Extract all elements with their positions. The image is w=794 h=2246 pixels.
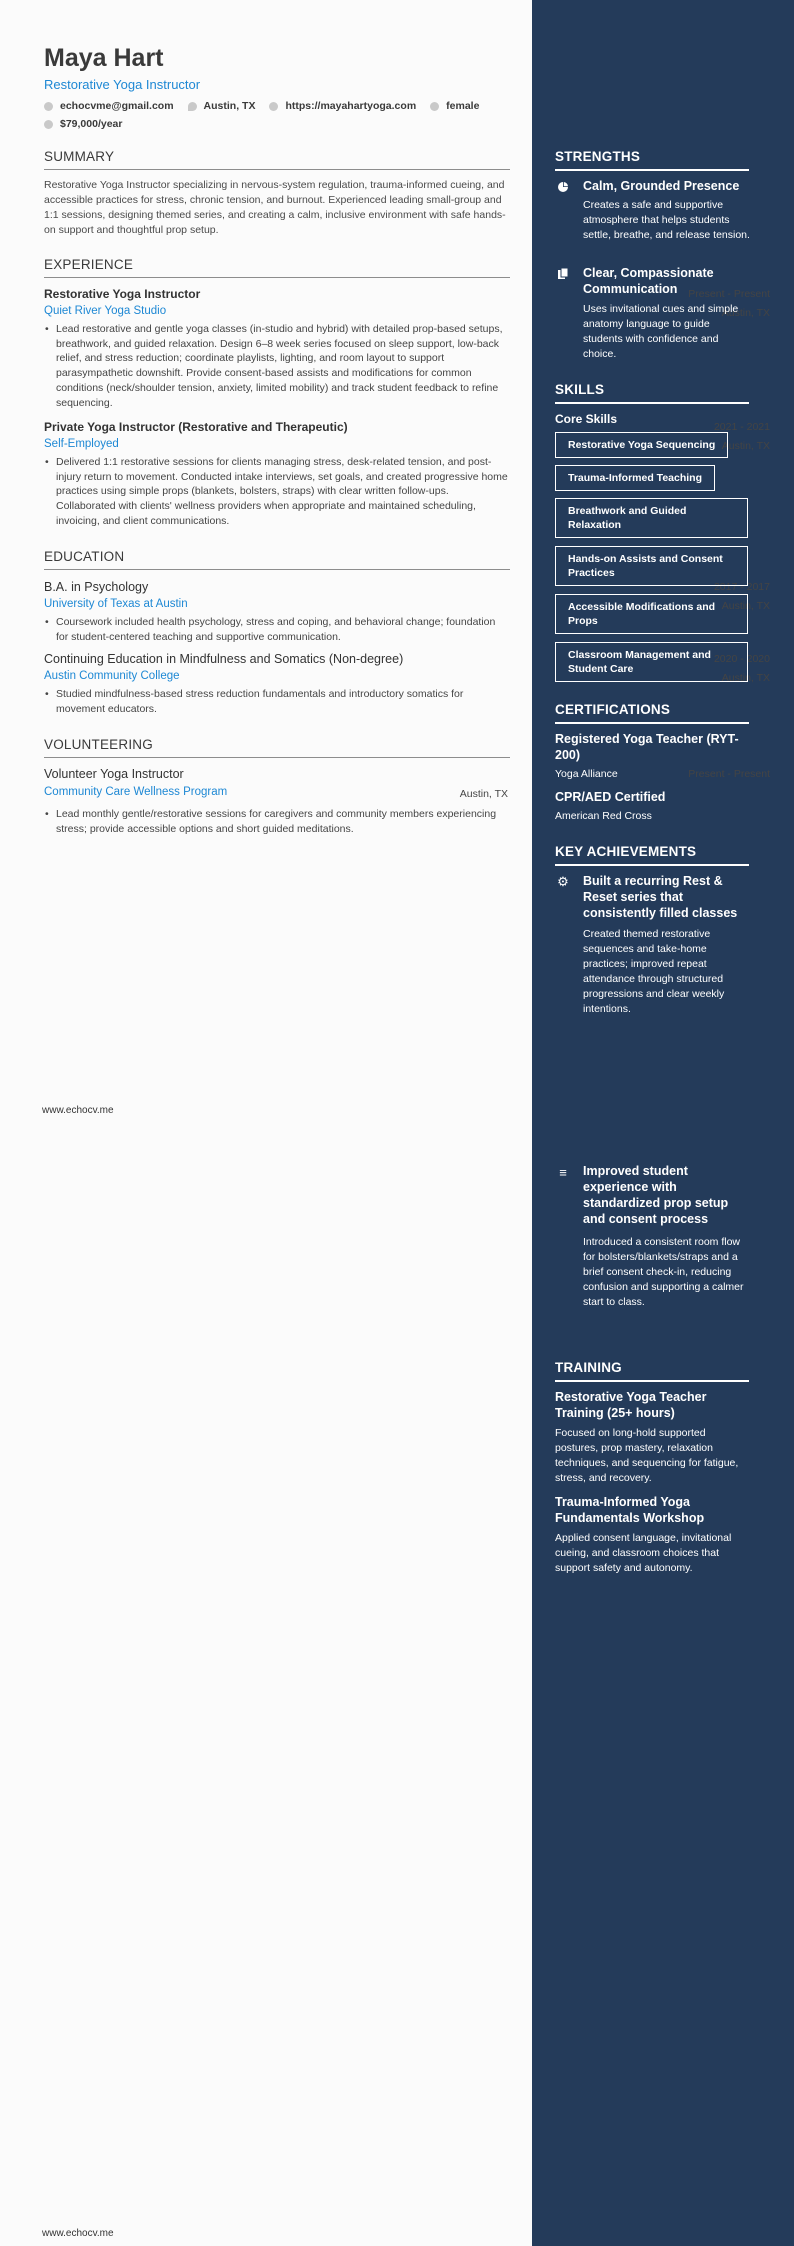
salary-item [44, 118, 122, 130]
degree-bullets [44, 687, 510, 716]
certifications-heading: CERTIFICATIONS [555, 702, 749, 724]
menu-lines-icon: ≡ [559, 1165, 567, 1180]
job-org[interactable]: Quiet River Yoga Studio [44, 305, 167, 317]
skills-subheading: Core Skills [555, 412, 618, 426]
gender-text: female [446, 100, 480, 112]
degree-dates: 2017 - 2017 [713, 581, 770, 593]
training-title: Trauma-Informed Yoga Fundamentals Workshop [555, 1495, 705, 1525]
strengths-heading: STRENGTHS [555, 149, 749, 171]
skill-tag: Trauma-Informed Teaching [555, 465, 715, 491]
summary-heading: SUMMARY [44, 149, 510, 170]
summary-text: Restorative Yoga Instructor specializing in nervous-system regulation, trauma-informed cueing, and accessible practices for stress, chronic tension, and burnout. Experienced leading small-group and 1:1 sessions, designing themed series, and creating a calm, inclusive environment with safe hands-on support and thoughtful prop setup. [44, 179, 506, 236]
degree-bullets [44, 615, 510, 644]
volunteer-org[interactable]: Community Care Wellness Program [44, 786, 228, 798]
education-heading: EDUCATION [44, 549, 510, 570]
cert-org: American Red Cross [555, 810, 652, 822]
email-text: echocvme@gmail.com [60, 100, 174, 112]
achievements-heading: KEY ACHIEVEMENTS [555, 844, 749, 866]
job-bullets [44, 322, 510, 410]
location-text: Austin, TX [203, 100, 256, 112]
pie-chart-icon [557, 181, 569, 193]
list-item: • Delivered 1:1 restorative sessions for clients managing stress, desk-related tension, and post-injury return to movement. Conducted intake interviews, set goals, and created progressive home practices using simple props (blankets, bolsters, straps) with clear written follow-ups. Collaborated with clients' wellness providers when appropriate and maintained scheduling, invoicing, and client communications. [44, 455, 510, 529]
job-org[interactable]: Self-Employed [44, 438, 119, 450]
list-item: • Lead restorative and gentle yoga classes (in-studio and hybrid) with detailed prop-based setups, breathwork, and guided relaxation. Design 6–8 week series focused on sleep support, low-back relief, and stress reduction; coordinate playlists, lighting, and room layout to support parasympathetic downshift. Provide consent-based assists and modifications for common conditions (neck/shoulder tension, anxiety, limited mobility) and track student feedback to refine sequencing. [44, 322, 510, 410]
person-icon [430, 102, 439, 111]
job-dates: 2021 - 2021 [713, 421, 770, 433]
volunteering-heading: VOLUNTEERING [44, 737, 510, 758]
job-title: Restorative Yoga Instructor [44, 287, 201, 301]
at-icon [44, 102, 53, 111]
skills-heading: SKILLS [555, 382, 749, 404]
degree-title: Continuing Education in Mindfulness and Somatics (Non-degree) [44, 652, 404, 666]
school-name[interactable]: University of Texas at Austin [44, 598, 188, 610]
strength-title: Calm, Grounded Presence [583, 179, 740, 193]
gear-icon: ⚙ [557, 874, 569, 889]
school-name[interactable]: Austin Community College [44, 670, 180, 682]
volunteer-bullets [44, 807, 510, 836]
skill-tag: Breathwork and Guided Relaxation [555, 498, 748, 538]
degree-title: B.A. in Psychology [44, 580, 149, 594]
list-item: • Lead monthly gentle/restorative sessions for caregivers and community members experiencing stress; provide accessible options and short guided meditations. [44, 807, 510, 836]
volunteer-title: Volunteer Yoga Instructor [44, 767, 184, 781]
job-dates: Present - Present [688, 288, 770, 300]
school-location: Austin, TX [721, 600, 770, 612]
job-location: Austin, TX [721, 307, 770, 319]
email-item[interactable] [44, 100, 174, 112]
strength-desc: Uses invitational cues and simple anatomy language to guide students with confidence and choice. [583, 303, 739, 360]
list-item: • Studied mindfulness-based stress reduction fundamentals and introductory somatics for movement educators. [44, 687, 510, 716]
skill-tag: Restorative Yoga Sequencing [555, 432, 728, 458]
job-bullets [44, 455, 510, 529]
candidate-title: Restorative Yoga Instructor [44, 77, 201, 92]
gender-item [430, 100, 479, 112]
training-desc: Focused on long-hold supported postures, prop mastery, relaxation techniques, and sequencing for fatigue, stress, and recovery. [555, 1427, 739, 1484]
location-pin-icon [188, 102, 197, 111]
cert-org: Yoga Alliance [555, 768, 618, 780]
experience-heading: EXPERIENCE [44, 257, 510, 278]
cert-title: CPR/AED Certified [555, 790, 666, 804]
footer-link[interactable]: www.echocv.me [42, 2228, 114, 2239]
strength-desc: Creates a safe and supportive atmosphere that helps students settle, breathe, and release tension. [583, 199, 750, 241]
document-icon [557, 268, 569, 280]
skill-tag: Hands-on Assists and Consent Practices [555, 546, 748, 586]
achievement-title: Improved student experience with standardized prop setup and consent process [583, 1164, 729, 1226]
website-text: https://mayahartyoga.com [285, 100, 417, 112]
website-item[interactable] [269, 100, 416, 112]
skill-tag: Accessible Modifications and Props [555, 594, 748, 634]
cert-title: Registered Yoga Teacher (RYT-200) [555, 732, 739, 762]
job-location: Austin, TX [721, 440, 770, 452]
training-heading: TRAINING [555, 1360, 749, 1382]
salary-text: $79,000/year [60, 118, 123, 130]
strength-title: Clear, Compassionate Communication [583, 266, 714, 296]
info-icon [44, 120, 53, 129]
location-item [188, 100, 256, 112]
training-desc: Applied consent language, invitational cueing, and classroom choices that support safety and autonomy. [555, 1532, 732, 1574]
achievement-desc: Introduced a consistent room flow for bolsters/blankets/straps and a brief consent check-in, reducing confusion and supporting a calmer start to class. [583, 1236, 744, 1308]
degree-dates: 2020 - 2020 [713, 653, 770, 665]
list-item: • Coursework included health psychology, stress and coping, and behavioral change; foundation for student-centered teaching and supportive communication. [44, 615, 510, 644]
salary-row [44, 118, 136, 130]
achievement-desc: Created themed restorative sequences and take-home practices; improved repeat attendance through structured progressions and clear weekly intentions. [583, 928, 725, 1015]
skill-tag: Classroom Management and Student Care [555, 642, 748, 682]
volunteer-dates: Present - Present [688, 768, 770, 780]
achievement-title: Built a recurring Rest & Reset series that consistently filled classes [583, 874, 738, 920]
globe-icon [269, 102, 278, 111]
school-location: Austin, TX [721, 672, 770, 684]
candidate-name: Maya Hart [44, 44, 164, 72]
footer-link[interactable]: www.echocv.me [42, 1105, 114, 1116]
training-title: Restorative Yoga Teacher Training (25+ hours) [555, 1390, 707, 1420]
job-title: Private Yoga Instructor (Restorative and Therapeutic) [44, 420, 348, 434]
volunteer-location: Austin, TX [459, 788, 508, 800]
contact-row [44, 100, 493, 112]
